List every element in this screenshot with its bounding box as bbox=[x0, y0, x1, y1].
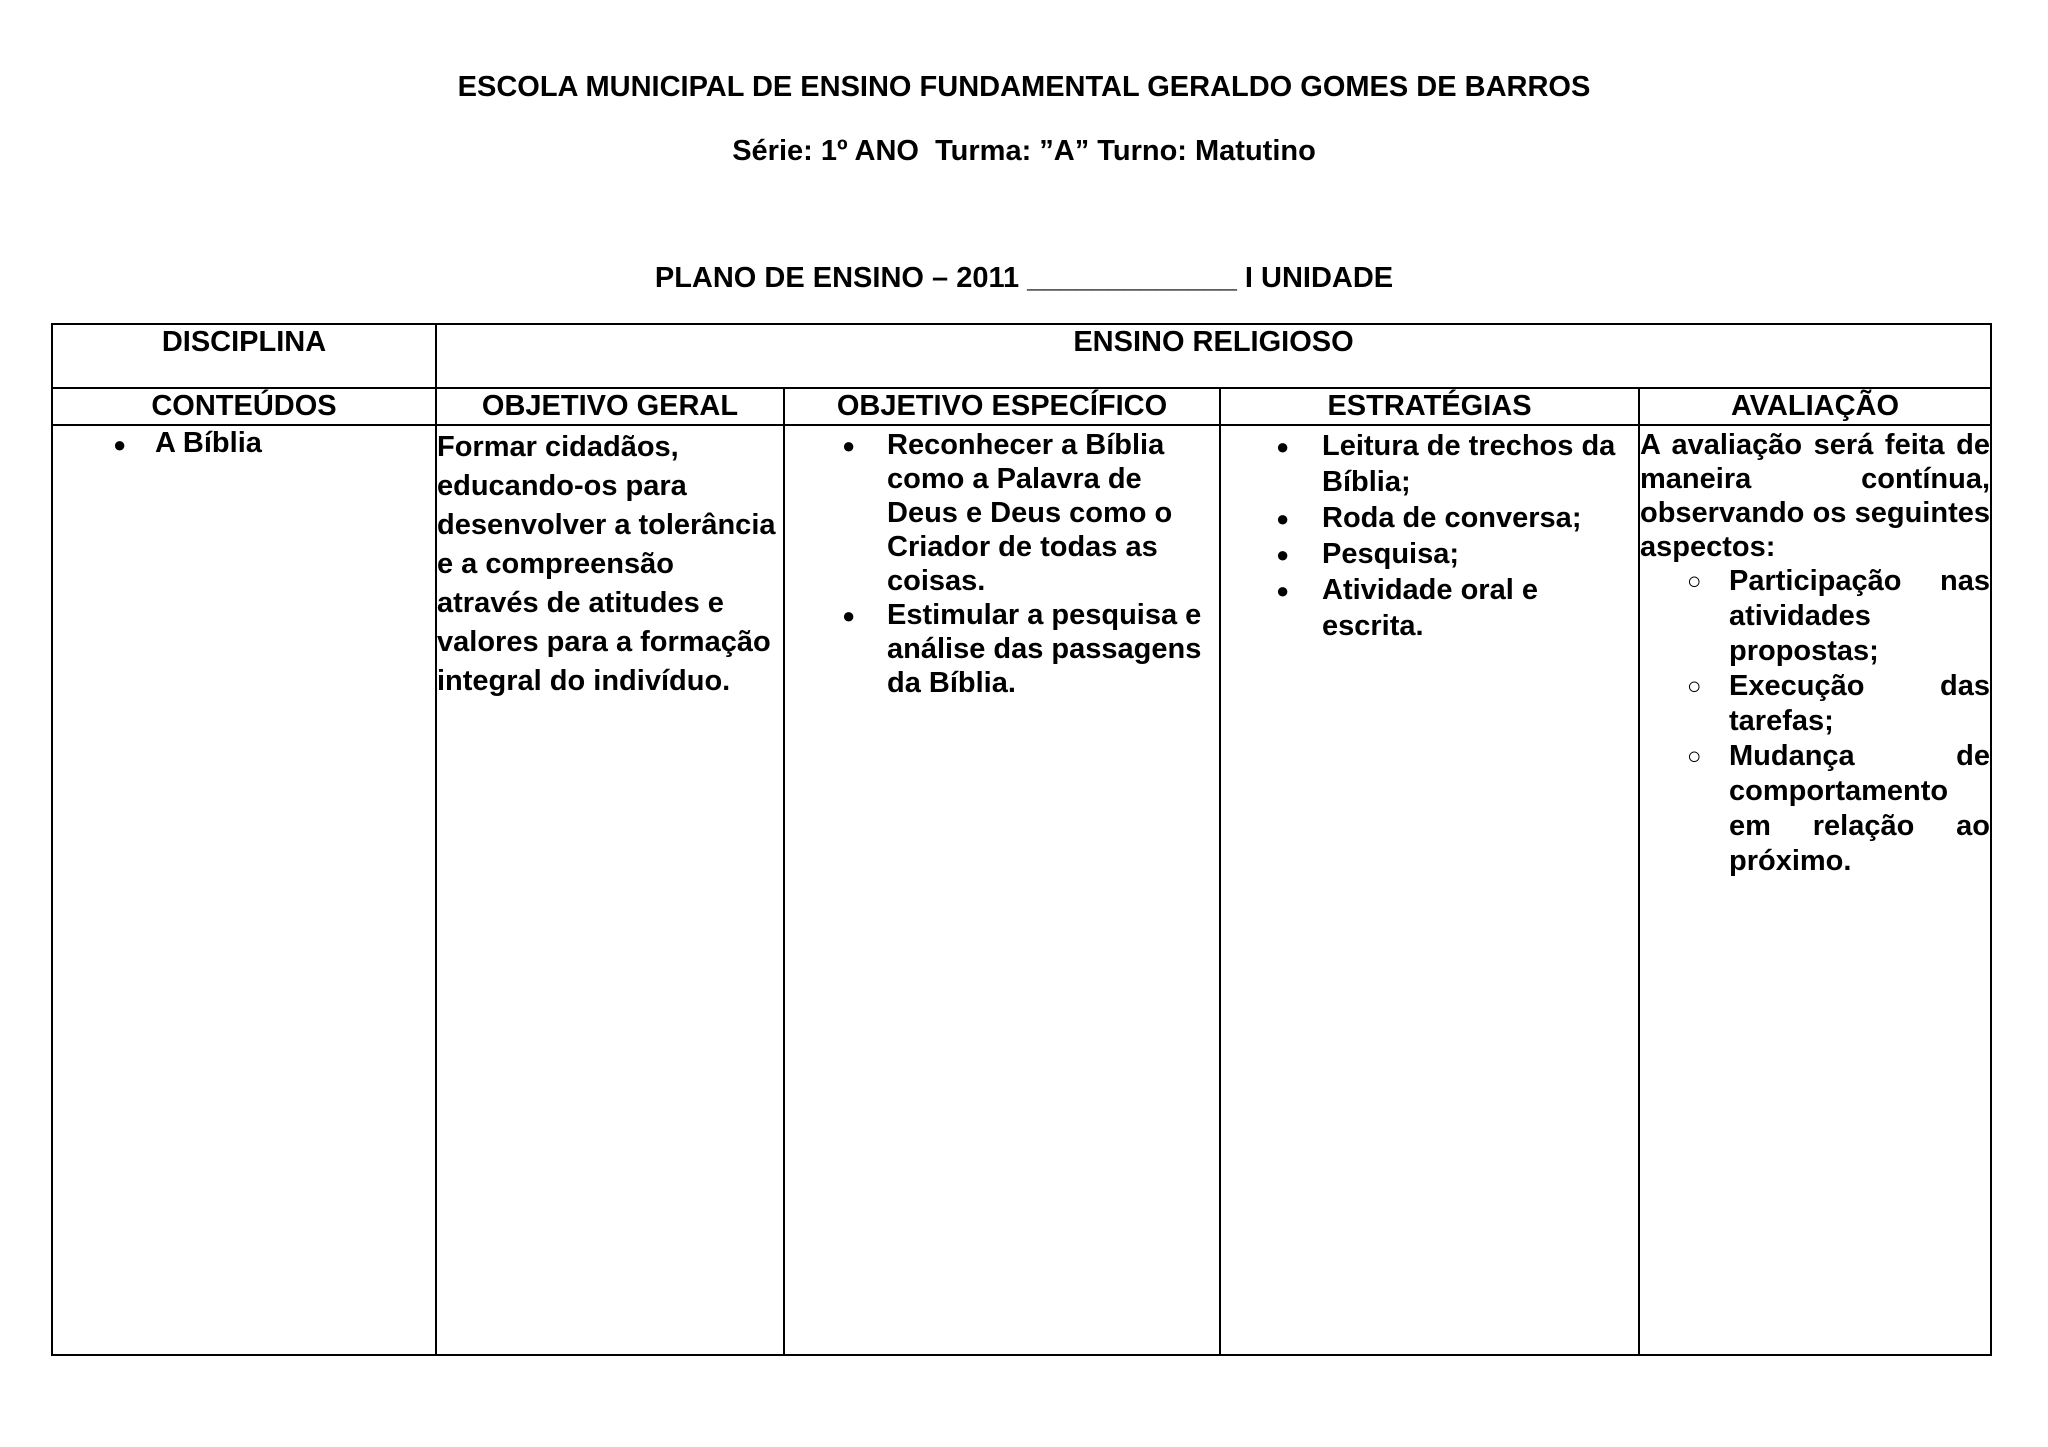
avaliacao-cell bbox=[1639, 425, 1991, 1355]
avaliacao-list bbox=[1640, 564, 1990, 879]
bullet-icon: ● bbox=[1276, 578, 1290, 603]
discipline-value: ENSINO RELIGIOSO bbox=[1073, 326, 1354, 358]
bullet-icon: ● bbox=[842, 603, 856, 628]
list-item bbox=[1640, 669, 1990, 739]
hollow-circle-bullet-icon: ○ bbox=[1687, 743, 1702, 770]
teaching-plan-table bbox=[51, 323, 1992, 1356]
list-item bbox=[1221, 572, 1638, 644]
column-header-conteudos: CONTEÚDOS bbox=[52, 388, 436, 425]
column-header-estrategias: ESTRATÉGIAS bbox=[1220, 388, 1639, 425]
list-item bbox=[785, 428, 1219, 598]
avaliacao-item-text: Mudança de comportamento em relação ao próximo. bbox=[1729, 740, 1990, 877]
discipline-label: DISCIPLINA bbox=[161, 326, 327, 358]
list-item bbox=[1640, 739, 1990, 879]
school-title: ESCOLA MUNICIPAL DE ENSINO FUNDAMENTAL GERALDO GOMES DE BARROS bbox=[457, 71, 1591, 103]
estrategia-text: Atividade oral e escrita. bbox=[1322, 574, 1538, 642]
column-header-row bbox=[52, 388, 1991, 425]
discipline-row bbox=[52, 324, 1991, 388]
column-header-objetivo-geral: OBJETIVO GERAL bbox=[436, 388, 784, 425]
objetivo-especifico-cell bbox=[784, 425, 1220, 1355]
list-item bbox=[1221, 428, 1638, 500]
avaliacao-item-text: Execução das tarefas; bbox=[1729, 670, 1990, 737]
bullet-icon: ● bbox=[1276, 542, 1290, 567]
objetivo-geral-text: Formar cidadãos, educando-os para desenvolver a tolerância e a compreensão através de atitudes e valores para a formação integral do indivíduo. bbox=[437, 431, 776, 697]
column-header-objetivo-especifico: OBJETIVO ESPECÍFICO bbox=[784, 388, 1220, 425]
avaliacao-intro: A avaliação será feita de maneira contínua, observando os seguintes aspectos: bbox=[1640, 429, 1990, 563]
objetivo-especifico-text: Estimular a pesquisa e análise das passagens da Bíblia. bbox=[887, 599, 1202, 699]
bullet-icon: ● bbox=[842, 433, 856, 458]
objetivo-especifico-list bbox=[785, 426, 1219, 700]
discipline-value-cell bbox=[436, 324, 1991, 388]
list-item bbox=[1221, 500, 1638, 536]
list-item bbox=[785, 598, 1219, 700]
column-header-avaliacao: AVALIAÇÃO bbox=[1639, 388, 1991, 425]
list-item bbox=[1221, 536, 1638, 572]
objetivo-especifico-text: Reconhecer a Bíblia como a Palavra de Deus e Deus como o Criador de todas as coisas. bbox=[887, 429, 1173, 597]
estrategia-text: Roda de conversa; bbox=[1322, 502, 1582, 534]
plan-title: PLANO DE ENSINO – 2011 _____________ I UNIDADE bbox=[654, 262, 1394, 294]
estrategia-text: Pesquisa; bbox=[1322, 538, 1459, 570]
conteudos-list bbox=[53, 426, 435, 461]
discipline-label-cell bbox=[52, 324, 436, 388]
avaliacao-item-text: Participação nas atividades propostas; bbox=[1729, 565, 1990, 667]
hollow-circle-bullet-icon: ○ bbox=[1687, 673, 1702, 700]
bullet-icon: ● bbox=[1276, 506, 1290, 531]
list-item bbox=[1640, 564, 1990, 669]
bullet-icon: ● bbox=[1276, 434, 1290, 459]
bullet-icon: ● bbox=[113, 432, 127, 457]
list-item bbox=[53, 426, 435, 461]
conteudos-cell bbox=[52, 425, 436, 1355]
estrategias-list bbox=[1221, 426, 1638, 644]
content-row bbox=[52, 425, 1991, 1355]
objetivo-geral-cell bbox=[436, 425, 784, 1355]
conteudo-text: A Bíblia bbox=[155, 427, 262, 459]
estrategia-text: Leitura de trechos da Bíblia; bbox=[1322, 430, 1616, 498]
estrategias-cell bbox=[1220, 425, 1639, 1355]
class-info: Série: 1º ANO Turma: ”A” Turno: Matutino bbox=[732, 135, 1316, 167]
hollow-circle-bullet-icon: ○ bbox=[1687, 568, 1702, 595]
